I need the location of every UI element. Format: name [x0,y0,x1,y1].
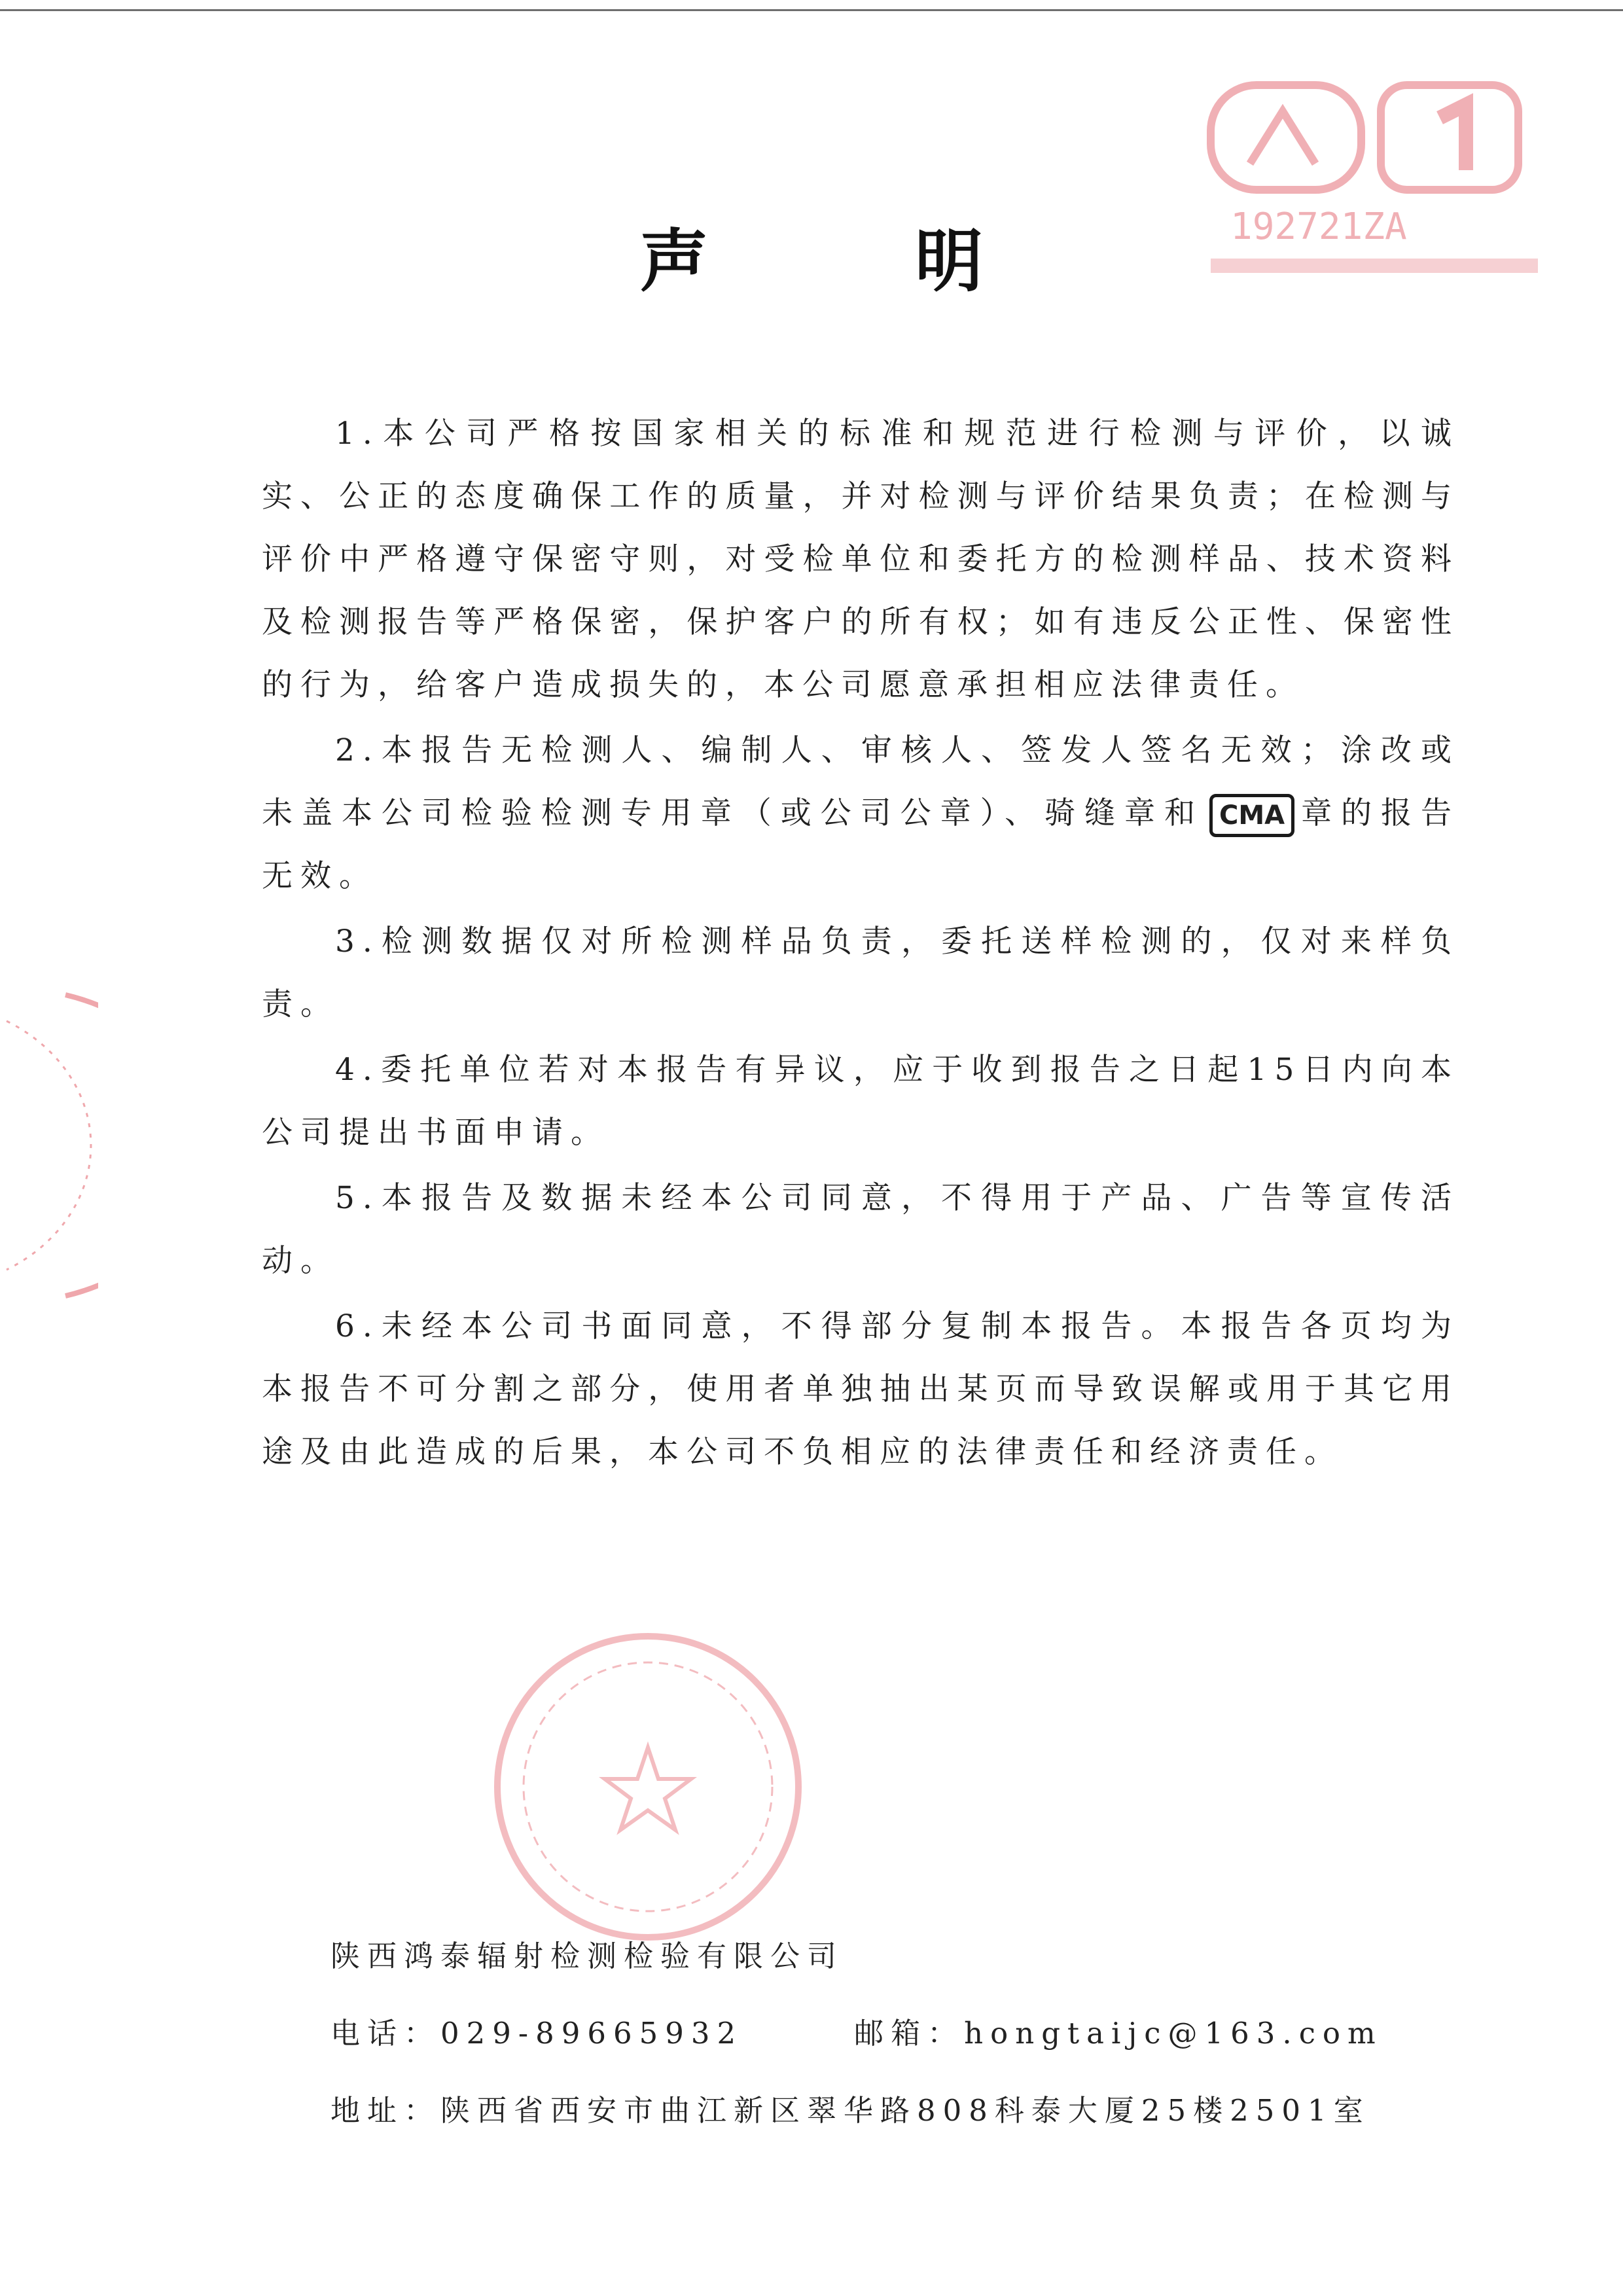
statement-paragraph-4: 4.委托单位若对本报告有异议，应于收到报告之日起15日内向本公司提出书面申请。 [262,1052,1459,1151]
email-address: hongtaijc@163.com [964,2016,1383,2051]
email-label: 邮箱： [854,2016,965,2051]
address-text: 陕西省西安市曲江新区翠华路808科泰大厦25楼2501室 [440,2093,1370,2128]
cma-mark-icon: CMA [1209,794,1294,837]
contact-row [330,1995,1508,2072]
statement-paragraph-6: 6.未经本公司书面同意，不得部分复制本报告。本报告各页均为本报告不可分割之部分，使用者单独抽出某页而导致误解或用于其它用途及由此造成的后果，本公司不负相应的法律责任和经济责任。 [262,1308,1459,1470]
phone-number: 029-89665932 [440,2016,743,2051]
statement-body [262,403,1459,1486]
paragraph-2-text: 2.本报告无检测人、编制人、审核人、签发人签名无效；涂改或未盖本公司检验检测专用章（或公司公章）、骑缝章和 [262,732,1459,831]
company-footer [330,1918,1508,2149]
svg-text:192721ZA: 192721ZA [1230,206,1407,248]
address-row [330,2072,1508,2149]
statement-paragraph-1: 1.本公司严格按国家相关的标准和规范进行检测与评价，以诚实、公正的态度确保工作的质量，并对检测与评价结果负责；在检测与评价中严格遵守保密守则，对受检单位和委托方的检测样品、技术资料及检测报告等严格保密，保护客户的所有权；如有违反公正性、保密性的行为，给客户造成损失的，本公司愿意承担相应法律责任。 [262,416,1459,703]
seal-stamp-left-edge [0,969,98,1309]
statement-paragraph-3: 3.检测数据仅对所检测样品负责，委托送样检测的，仅对来样负责。 [262,924,1459,1022]
document-title: 声 明 [639,221,1075,301]
paragraph-2-tail: 章的报告无效。 [262,795,1460,894]
statement-paragraph-2 [262,719,1459,908]
seal-stamp-bottom [484,1623,812,1950]
phone-label: 电话： [330,2016,441,2051]
statement-paragraph-5: 5.本报告及数据未经本公司同意，不得用于产品、广告等宣传活动。 [262,1180,1459,1279]
top-border-line [0,9,1623,11]
company-name: 陕西鸿泰辐射检测检验有限公司 [330,1939,844,1973]
address-label: 地址： [330,2093,441,2128]
